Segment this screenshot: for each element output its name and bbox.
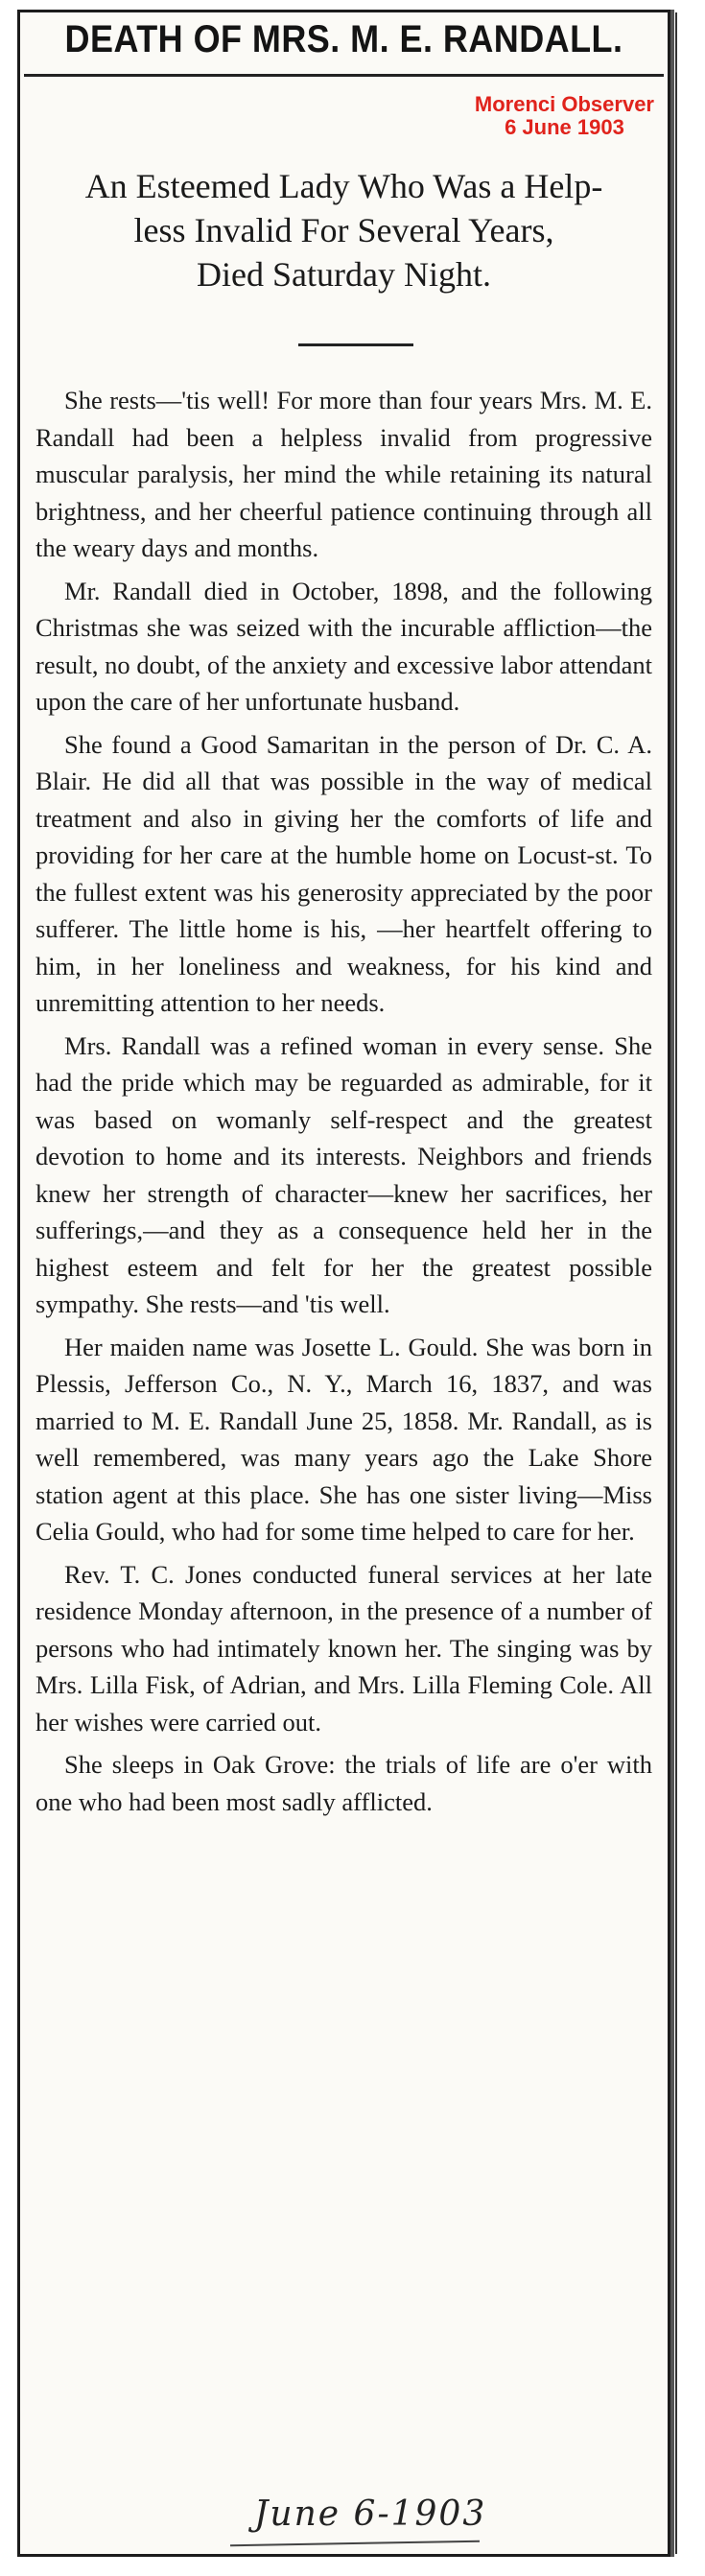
source-date: 6 June 1903 bbox=[505, 115, 624, 139]
newspaper-clipping bbox=[17, 10, 670, 2557]
section-rule bbox=[298, 343, 413, 346]
subhead-line-1: An Esteemed Lady Who Was a Help- bbox=[84, 167, 603, 205]
source-label bbox=[475, 93, 654, 139]
paragraph: She sleeps in Oak Grove: the trials of life are o'er with one who had been most sadly afflicted. bbox=[35, 1750, 652, 1816]
paragraph: Mrs. Randall was a refined woman in every sense. She had the pride which may be reguarded as admirable, for it was based on womanly self-respect and the greatest devotion to home and its interests. Neighbors and friends knew her strength of character—knew her sacrifices, her sufferings,—and they as a consequence held her in the highest esteem and felt for her the greatest possible sympathy. She rests—and 'tis well. bbox=[35, 1030, 652, 1318]
paragraph: She rests—'tis well! For more than four years Mrs. M. E. Randall had been a helpless invalid from progressive muscular paralysis, her mind the while retaining its natural brightness, and her cheerful patience continuing through all the weary days and months. bbox=[35, 386, 652, 562]
subhead-line-3: Died Saturday Night. bbox=[197, 255, 491, 294]
subhead-line-2: less Invalid For Several Years, bbox=[133, 211, 554, 249]
headline: DEATH OF MRS. M. E. RANDALL. bbox=[64, 18, 623, 60]
paragraph: She found a Good Samaritan in the person of Dr. C. A. Blair. He did all that was possible in the way of medical treatment and also in giving her the comforts of life and providing for her care at the humble home on Locust-st. To the fullest extent was his generosity appreciated by the poor sufferer. The little home is his, —her heartfelt offering to him, in her loneliness and weakness, for his kind and unremitting attention to her needs. bbox=[35, 729, 652, 1017]
subheadline bbox=[20, 164, 668, 296]
article-body bbox=[35, 382, 652, 1826]
handwritten-date: June 6-1903 bbox=[254, 2494, 487, 2534]
paragraph: Mr. Randall died in October, 1898, and the following Christmas she was seized with the incurable affliction—the result, no doubt, of the anxiety and excessive labor attendant upon the care of her unfortunate husband. bbox=[35, 576, 652, 716]
source-publication: Morenci Observer bbox=[474, 92, 654, 116]
paragraph: Rev. T. C. Jones conducted funeral services at her late residence Monday afternoon, in the presence of a number of persons who had intimately known her. The singing was by Mrs. Lilla Fisk, of Adrian, and Mrs. Lilla Fleming Cole. All her wishes were carried out. bbox=[35, 1559, 652, 1737]
paragraph: Her maiden name was Josette L. Gould. She was born in Plessis, Jefferson Co., N. Y., March 16, 1837, and was married to M. E. Randall June 25, 1858. Mr. Randall, as is well remembered, was many years ago the Lake Shore station agent at this place. She has one sister living—Miss Celia Gould, who had for some time helped to care for her. bbox=[35, 1332, 652, 1546]
headline-rule bbox=[24, 74, 664, 77]
